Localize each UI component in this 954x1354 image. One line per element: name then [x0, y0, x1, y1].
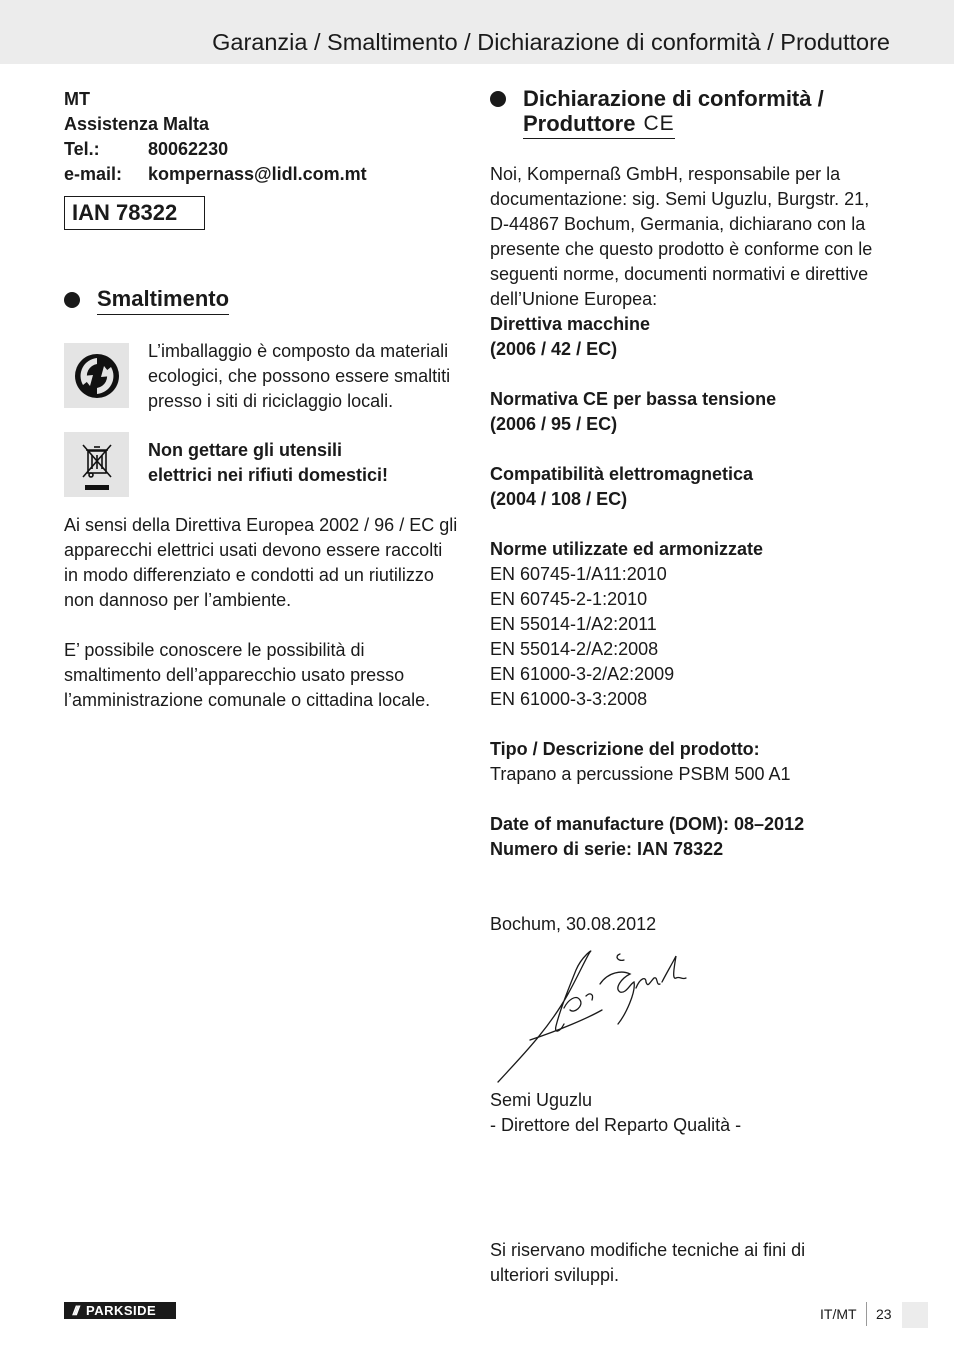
norm-item: EN 61000-3-2/A2:2009	[490, 664, 675, 684]
disposal-heading	[64, 286, 229, 315]
green-dot-recycling-icon	[64, 343, 129, 408]
declaration-title-line-2	[523, 111, 675, 139]
serial-number: Numero di serie: IAN 78322	[490, 839, 724, 859]
norms-block	[490, 537, 763, 712]
directive-machines	[490, 312, 650, 362]
signer-block	[490, 1088, 741, 1138]
page-title: Garanzia / Smaltimento / Dichiarazione di conformità / Produttore	[212, 29, 890, 55]
logo-slashes: ///	[72, 1303, 78, 1318]
norm-item: EN 55014-1/A2:2011	[490, 614, 657, 634]
page-tab	[902, 1302, 928, 1328]
directive-line-2: (2004 / 108 / EC)	[490, 489, 628, 509]
directive-emc	[490, 462, 753, 512]
directive-paragraph: Ai sensi della Direttiva Europea 2002 / 96 / EC gli apparecchi elettrici usati devono essere raccolti in modo differenziato e condotti ad un riutilizzo non dannoso per l’ambiente.	[64, 515, 458, 610]
norm-item: EN 60745-1/A11:2010	[490, 564, 667, 584]
norm-item: EN 60745-2-1:2010	[490, 589, 648, 609]
date-of-manufacture: Date of manufacture (DOM): 08–2012	[490, 814, 805, 834]
email-value: kompernass@lidl.com.mt	[148, 164, 367, 184]
product-type-block	[490, 737, 791, 787]
tel-value: 80062230	[148, 139, 229, 159]
page-number: 23	[876, 1306, 892, 1322]
declaration-title-producer: Produttore	[523, 111, 636, 136]
technical-note	[490, 1238, 805, 1288]
directive-line-1: Direttiva macchine	[490, 314, 651, 334]
note-line-2: ulteriori sviluppi.	[490, 1265, 620, 1285]
declaration-heading	[490, 86, 824, 139]
directive-line-2: (2006 / 42 / EC)	[490, 339, 618, 359]
bullet-icon	[64, 292, 80, 308]
note-line-1: Si riservano modifiche tecniche ai fini di	[490, 1240, 806, 1260]
bullet-icon	[490, 91, 506, 107]
warning-line-1: Non gettare gli utensili	[148, 440, 343, 460]
directive-line-1: Normativa CE per bassa tensione	[490, 389, 777, 409]
ce-mark: CE	[643, 112, 675, 135]
parkside-logo	[64, 1302, 176, 1319]
warning-line-2: elettrici nei rifiuti domestici!	[148, 465, 389, 485]
info-paragraph: E’ possibile conoscere le possibilità di smaltimento dell’apparecchio usato presso l’amministrazione comunale o cittadina locale.	[64, 640, 431, 710]
norm-item: EN 55014-2/A2:2008	[490, 639, 659, 659]
footer-divider	[866, 1302, 867, 1326]
signer-role: - Direttore del Reparto Qualità -	[490, 1115, 742, 1135]
manufacture-block	[490, 812, 804, 862]
contact-block	[64, 87, 444, 187]
norms-heading: Norme utilizzate ed armonizzate	[490, 539, 764, 559]
place-date: Bochum, 30.08.2012	[490, 914, 657, 934]
tel-label: Tel.:	[64, 139, 100, 159]
email-label: e-mail:	[64, 164, 123, 184]
directive-line-1: Compatibilità elettromagnetica	[490, 464, 754, 484]
signer-name: Semi Uguzlu	[490, 1090, 593, 1110]
directive-line-2: (2006 / 95 / EC)	[490, 414, 618, 434]
contact-country: MT	[64, 89, 90, 109]
declaration-title-line-1: Dichiarazione di conformità /	[523, 86, 824, 111]
product-type-label: Tipo / Descrizione del prodotto:	[490, 739, 760, 759]
disposal-title: Smaltimento	[97, 286, 229, 315]
page-header	[0, 0, 954, 64]
norm-item: EN 61000-3-3:2008	[490, 689, 648, 709]
packaging-text: L’imballaggio è composto da materiali ecologici, che possono essere smaltiti presso i siti di riciclaggio locali.	[148, 341, 451, 411]
logo-brand: PARKSIDE	[86, 1303, 157, 1318]
crossed-out-wheelie-bin-icon	[64, 432, 129, 497]
product-type-value: Trapano a percussione PSBM 500 A1	[490, 764, 791, 784]
ian-box: IAN 78322	[64, 196, 205, 230]
language-code: IT/MT	[820, 1306, 857, 1322]
declaration-intro: Noi, Kompernaß GmbH, responsabile per la documentazione: sig. Semi Uguzlu, Burgstr. 21, D-44867 Bochum, Germania, dichiarano con la presente che questo prodotto è conforme con le seguenti norme, documenti normativi e direttive dell’Unione Europea:	[490, 164, 873, 309]
disposal-warning	[148, 438, 448, 488]
signature-image	[490, 948, 690, 1088]
contact-service: Assistenza Malta	[64, 114, 210, 134]
directive-low-voltage	[490, 387, 776, 437]
